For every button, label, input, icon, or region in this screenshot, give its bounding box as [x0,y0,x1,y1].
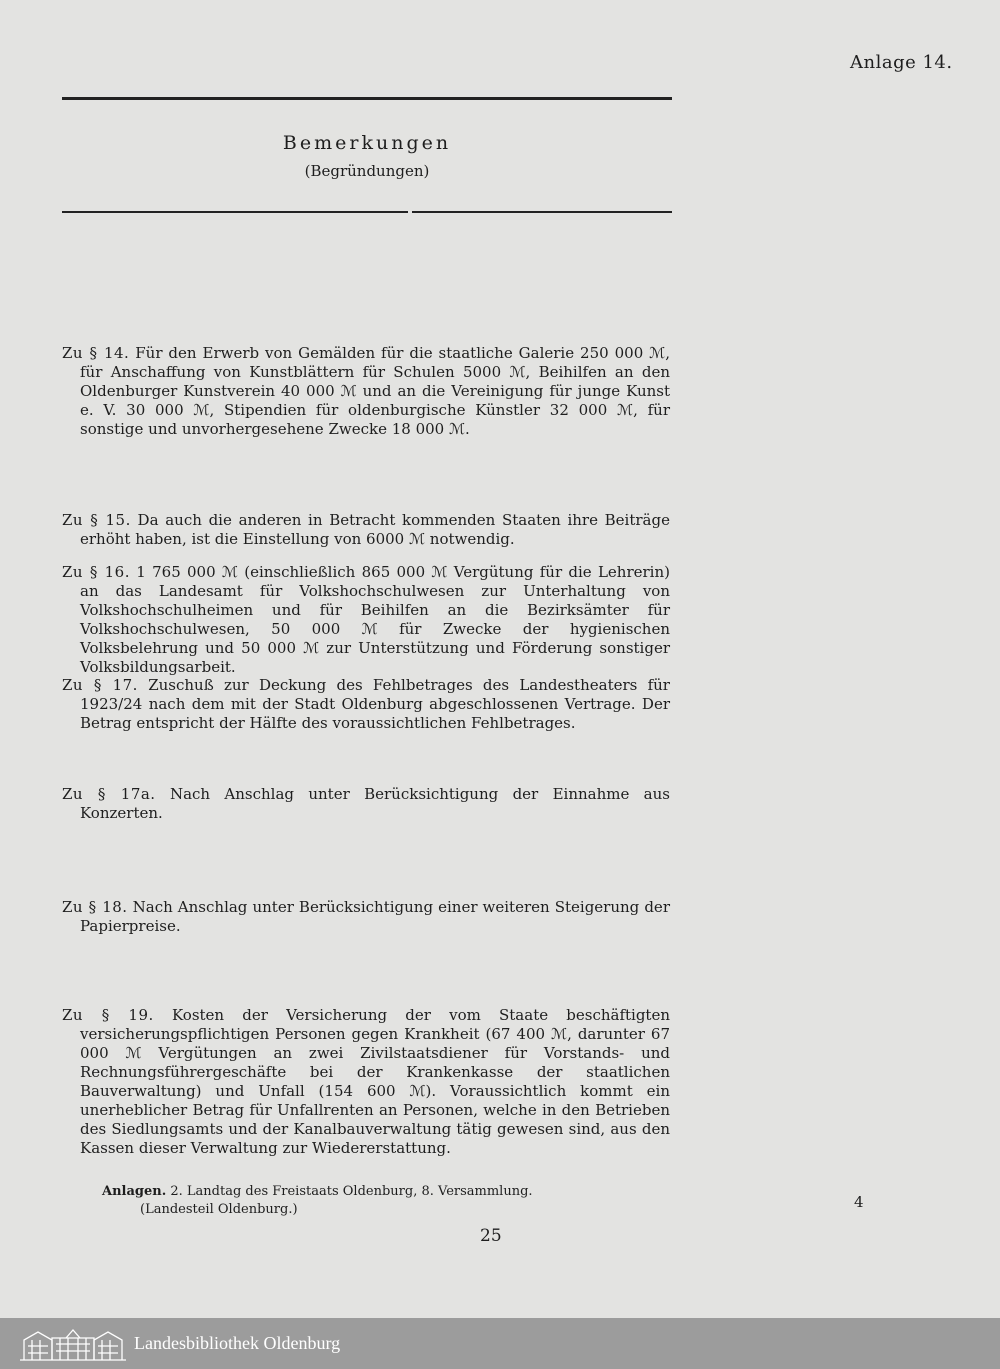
section-subtitle: (Begründungen) [304,162,430,180]
paragraph-19 [62,1006,670,1158]
paragraph-15 [62,511,670,549]
footer-anlagen-label: Anlagen. [102,1184,167,1199]
footer-anlagen-text: 2. Landtag des Freistaats Oldenburg, 8. Versammlung. [170,1184,533,1199]
footer-anlagen-sub: (Landesteil Oldenburg.) [140,1202,298,1217]
paragraph-text: Da auch die anderen in Betracht kommenden Staaten ihre Beiträge erhöht haben, ist die Einstellung von 6000 ℳ notwendig. [80,511,670,548]
library-name: Landesbibliothek Oldenburg [134,1333,341,1353]
library-bar [0,1318,1000,1369]
top-rule [62,97,672,100]
paragraph-17 [62,676,670,733]
paragraph-lead: Zu § 18. [62,898,128,916]
footer-note [102,1183,533,1219]
section-title: Bemerkungen [282,132,452,154]
paragraph-text: Für den Erwerb von Gemälden für die staatliche Galerie 250 000 ℳ, für Anschaffung von Kunstblättern für Schulen 5000 ℳ, Beihilfen an den Oldenburger Kunstverein 40 000 ℳ und an die Vereinigung für junge Kunst e. V. 30 000 ℳ, Stipendien für oldenburgische Künstler 32 000 ℳ, für sonstige und unvorhergesehene Zwecke 18 000 ℳ. [80,344,670,438]
paragraph-lead: Zu § 14. [62,344,130,362]
paragraph-lead: Zu § 17a. [62,785,156,803]
divider-right [412,211,672,213]
paragraph-lead: Zu § 15. [62,511,131,529]
paragraph-text: 1 765 000 ℳ (einschließlich 865 000 ℳ Vergütung für die Lehrerin) an das Landesamt für Volkshochschulwesen zur Unterhaltung von Volkshochschulheimen und für Beihilfen an die Bezirksämter für Volkshochschulwesen, 50 000 ℳ für Zwecke der hygienischen Volksbelehrung und 50 000 ℳ zur Unterstützung und Förderung sonstiger Volksbildungsarbeit. [80,563,670,676]
paragraph-17a [62,785,670,823]
paragraph-text: Nach Anschlag unter Berücksichtigung einer weiteren Steigerung der Papierpreise. [80,898,670,935]
page-number: 25 [480,1226,502,1246]
divider-left [62,211,408,213]
library-building-icon [18,1326,128,1362]
paragraph-lead: Zu § 19. [62,1006,154,1024]
paragraph-text: Zuschuß zur Deckung des Fehlbetrages des Landestheaters für 1923/24 nach dem mit der Stadt Oldenburg abgeschlossenen Vertrage. Der Betrag entspricht der Hälfte des voraussichtlichen Fehlbetrages. [80,676,670,732]
paragraph-text: Kosten der Versicherung der vom Staate beschäftigten versicherungspflichtigen Personen gegen Krankheit (67 400 ℳ, darunter 67 000 ℳ Vergütungen an zwei Zivilstaatsdiener für Vorstands- und Rechnungsführergeschäfte bei der Krankenkasse der staatlichen Bauverwaltung) und Unfall (154 600 ℳ). Voraussichtlich kommt ein unerheblicher Betrag für Unfallrenten an Personen, welche in den Betrieben des Siedlungsamts und der Kanalbauverwaltung tätig gewesen sind, aus den Kassen dieser Verwaltung zur Wiedererstattung. [80,1006,670,1157]
sheet-number: 4 [854,1193,864,1211]
paragraph-lead: Zu § 16. [62,563,130,581]
paragraph-lead: Zu § 17. [62,676,138,694]
paragraph-14 [62,344,670,439]
paragraph-16 [62,563,670,677]
paragraph-text: Nach Anschlag unter Berücksichtigung der Einnahme aus Konzerten. [80,785,670,822]
anlage-label: Anlage 14. [850,52,953,73]
paragraph-18 [62,898,670,936]
